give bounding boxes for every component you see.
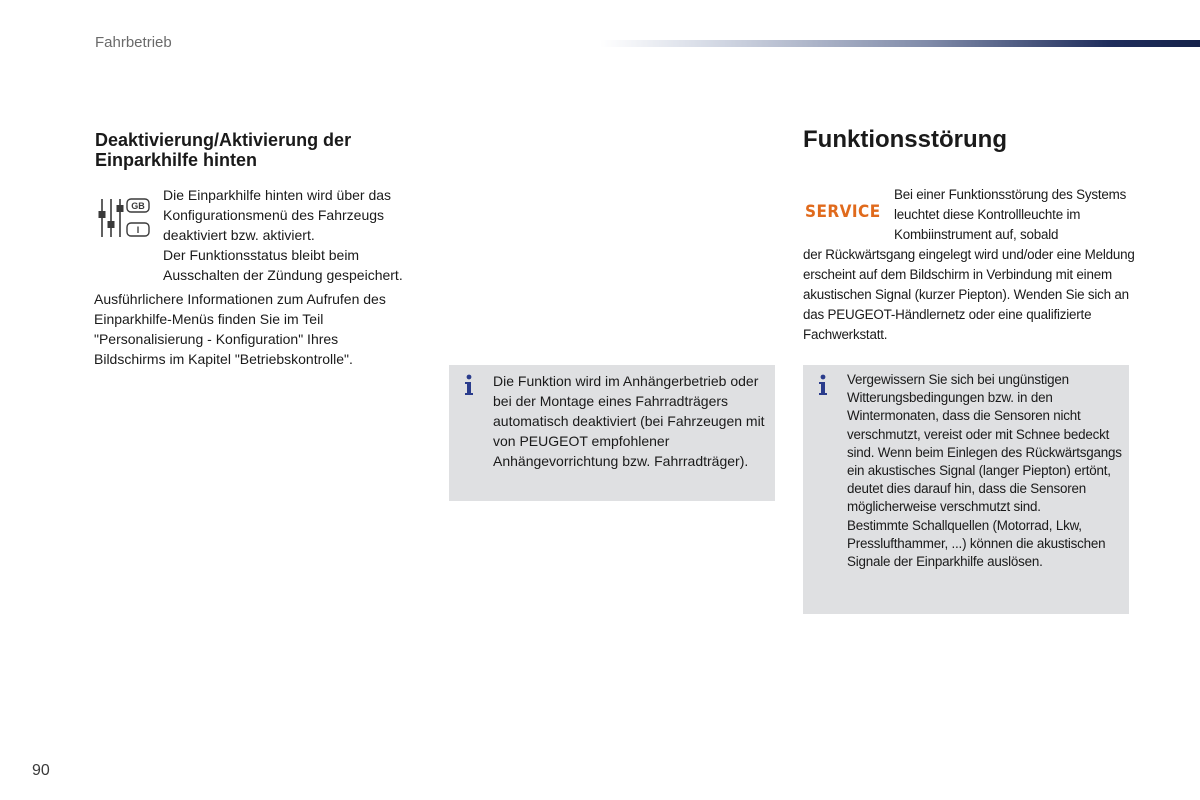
service-warning-icon: SERVICE xyxy=(805,202,881,222)
info-box-trailer xyxy=(449,365,775,501)
info-text-sensors xyxy=(847,371,1127,571)
configuration-menu-icon xyxy=(97,193,153,241)
info-icon xyxy=(462,374,476,396)
sensor-paragraph-1: Vergewissern Sie sich bei ungünstigen Witterungsbedingungen bzw. in den Wintermonaten, dass die Sensoren nicht verschmutzt, vereist oder mit Schnee bedeckt sind. Wenn beim Einlegen des Rückwärtsgangs ein akustisches Signal (langer Piepton) ertönt, deutet dies darauf hin, dass die Sensoren möglicherweise verschmutzt sind. xyxy=(847,372,1122,515)
left-section-title: Deaktivierung/Aktivierung der Einparkhilfe hinten xyxy=(95,130,352,170)
info-box-sensors xyxy=(803,365,1129,614)
malfunction-text-top: Bei einer Funktionsstörung des Systems leuchtet diese Kontrollleuchte im Kombiinstrument auf, sobald xyxy=(894,187,1127,242)
info-icon xyxy=(816,374,830,396)
icon-paragraph-2: Der Funktionsstatus bleibt beim Ausschalten der Zündung gespeichert. xyxy=(163,247,403,283)
icon-paragraph-1: Die Einparkhilfe hinten wird über das Konfigurationsmenü des Fahrzeugs deaktiviert bzw. aktiviert. xyxy=(163,187,392,243)
sensor-paragraph-2: Bestimmte Schallquellen (Motorrad, Lkw, Presslufthammer, ...) können die akustischen Signale der Einparkhilfe auslösen. xyxy=(847,517,1106,570)
more-info-paragraph: Ausführlichere Informationen zum Aufrufen des Einparkhilfe-Menüs finden Sie im Teil "Personalisierung - Konfiguration" Ihres Bildschirms im Kapitel "Betriebskontrolle". xyxy=(94,291,386,367)
page-number: 90 xyxy=(32,762,50,779)
i-label: I xyxy=(136,225,140,235)
gb-label: GB xyxy=(131,201,145,211)
info-text-trailer: Die Funktion wird im Anhängerbetrieb oder bei der Montage eines Fahrradträgers automatisch deaktiviert (bei Fahrzeugen mit von PEUGEOT empfohlener Anhängevorrichtung bzw. Fahrradträger). xyxy=(493,373,765,469)
malfunction-text-bottom: der Rückwärtsgang eingelegt wird und/oder eine Meldung erscheint auf dem Bildschirm in Verbindung mit einem akustischen Signal (kurzer Piepton). Wenden Sie sich an das PEUGEOT-Händlernetz oder eine qualifizierte Fachwerkstatt. xyxy=(803,247,1135,342)
malfunction-title: Funktionsstörung xyxy=(803,126,1007,153)
header-gradient-bar xyxy=(600,40,1200,47)
icon-description xyxy=(163,185,433,285)
section-label: Fahrbetrieb xyxy=(95,34,172,51)
